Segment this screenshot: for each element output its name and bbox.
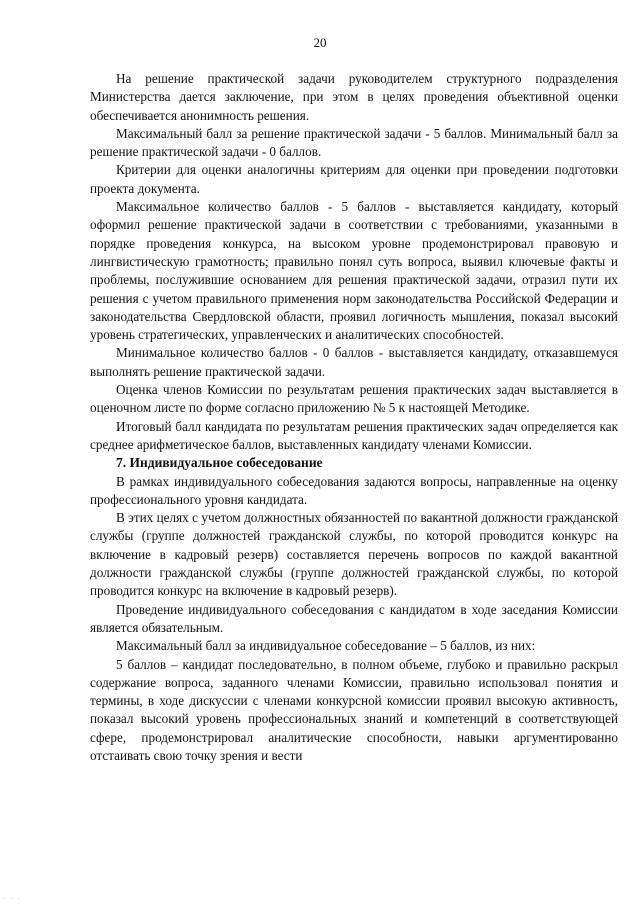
paragraph: Максимальный балл за индивидуальное собеседование – 5 баллов, из них: <box>116 638 536 654</box>
document-body <box>90 70 618 765</box>
paragraph: В рамках индивидуального собеседования задаются вопросы, направленные на оценку профессионального уровня кандидата. <box>90 473 618 507</box>
paragraph: Проведение индивидуального собеседования с кандидатом в ходе заседания Комиссии является обязательным. <box>90 601 618 635</box>
paragraph: На решение практической задачи руководителем структурного подразделения Министерства дается заключение, при этом в целях проведения объективной оценки обеспечивается анонимность решения. <box>90 71 618 123</box>
paragraph: 5 баллов – кандидат последовательно, в полном объеме, глубоко и правильно раскрыл содержание вопроса, заданного членами Комиссии, правильно использовал понятия и термины, в ходе дискуссии с членами конкурсной комиссии проявил высокую активность, показал высокий уровень профессиональных знаний и компетенций в соответствующей сфере, продемонстрировал аналитические способности, навыки аргументированно отстаивать свою точку зрения и вести <box>90 656 618 763</box>
paragraph: Минимальное количество баллов - 0 баллов - выставляется кандидату, отказавшемуся выполнять решение практической задачи. <box>90 345 618 379</box>
paragraph: Итоговый балл кандидата по результатам решения практических задач определяется как среднее арифметическое баллов, выставленных кандидату членами Комиссии. <box>90 418 618 452</box>
section-title: 7. Индивидуальное собеседование <box>116 455 323 471</box>
page-number: 20 <box>313 35 327 50</box>
paragraph: Максимальный балл за решение практической задачи - 5 баллов. Минимальный балл за решение практической задачи - 0 баллов. <box>90 125 618 160</box>
paragraph: В этих целях с учетом должностных обязанностей по вакантной должности гражданской службы (группе должностей гражданской службы, по которой проводится конкурс на включение в кадровый резерв) составляется перечень вопросов по каждой вакантной должности гражданской службы (группе должностей гражданской службы, по которой проводится конкурс на включение в кадровый резерв). <box>90 510 618 599</box>
paragraph: Максимальное количество баллов - 5 баллов - выставляется кандидату, который оформил решение практической задачи в соответствии с требованиями, указанными в порядке проведения конкурса, на высоком уровне продемонстрировал правовую и лингвистическую грамотность; правильно понял суть вопроса, выявил ключевые факты и проблемы, послужившие основанием для решения практической задачи, отразил пути их решения с учетом правильного применения норм законодательства Российской Федерации и законодательства Свердловской области, проявил логичность мышления, показал высокий уровень стратегических, управленческих и аналитических способностей. <box>90 199 618 343</box>
paragraph: Оценка членов Комиссии по результатам решения практических задач выставляется в оценочном листе по форме согласно приложению № 5 к настоящей Методике. <box>90 382 618 416</box>
scan-artifact-dots: . . . <box>4 895 22 901</box>
paragraph: Критерии для оценки аналогичны критериям для оценки при проведении подготовки проекта документа. <box>90 162 618 196</box>
